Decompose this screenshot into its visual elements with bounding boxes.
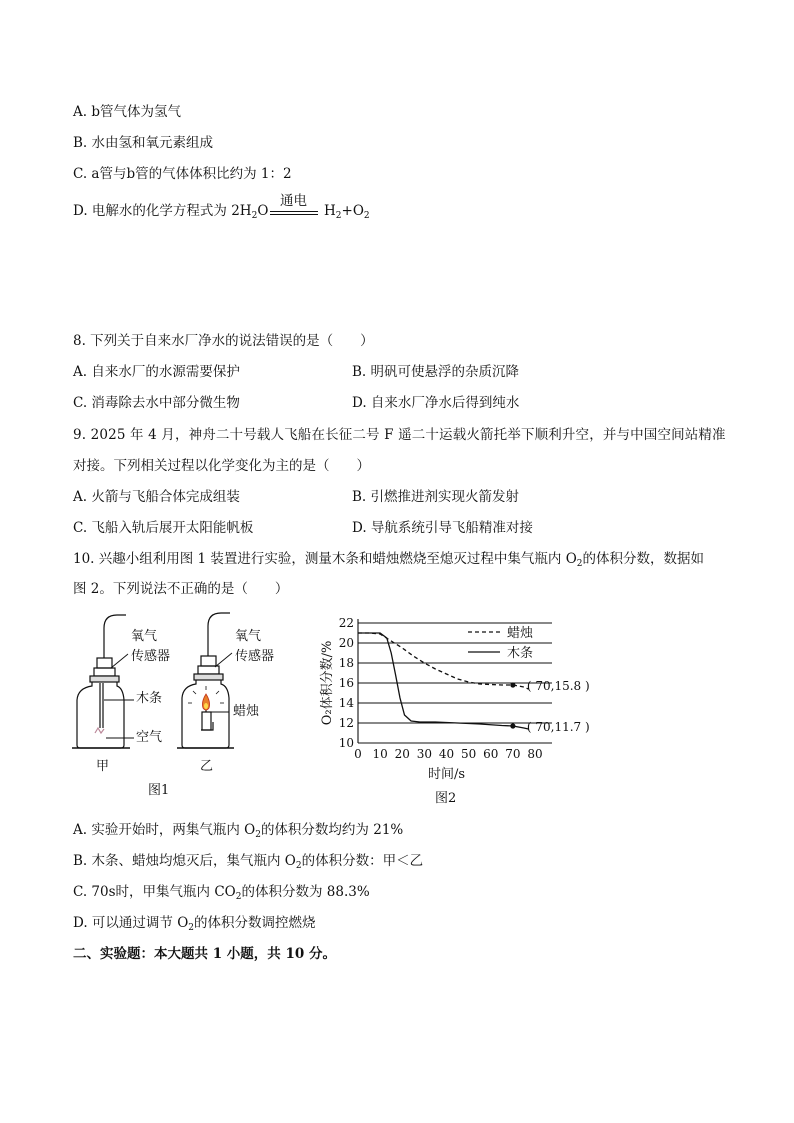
q7-d-mid: O [257, 203, 269, 219]
legend-label: 木条 [507, 646, 534, 661]
sensor-wire-jia [104, 615, 126, 658]
x-tick-label: 50 [460, 747, 477, 761]
q10-a-sub: 2 [255, 830, 261, 840]
x-tick-label: 10 [372, 747, 388, 761]
label-stick: 木条 [136, 691, 163, 706]
x-tick-label: 30 [416, 747, 433, 761]
q9-option-b: B. 引燃推进剂实现火箭发射 [352, 489, 520, 505]
q7-d-prefix: D. 电解水的化学方程式为 2H [73, 203, 252, 219]
q10-d-text1: D. 可以通过调节 O [73, 915, 189, 931]
stopper-jia [90, 676, 119, 682]
bottle-yi [177, 613, 234, 748]
x-tick-label: 70 [505, 747, 521, 761]
q10-a-text2: 的体积分数均约为 21% [260, 822, 404, 838]
q7-option-c: C. a管与b管的气体体积比约为 1：2 [73, 166, 292, 182]
q7-d-sub3: 2 [363, 211, 370, 221]
label-sensor-jia-b: 传感器 [131, 649, 171, 664]
q9-stem-line1: 9. 2025 年 4 月，神舟二十号载人飞船在长征二号 F 遥二十运载火箭托举下顺利升空，并与中国空间站精准 [73, 427, 726, 443]
q8-option-c: C. 消毒除去水中部分微生物 [73, 395, 240, 411]
x-tick-label: 20 [394, 747, 410, 761]
figure1-caption: 图1 [148, 783, 170, 798]
y-tick-label: 12 [338, 716, 354, 730]
label-jia: 甲 [96, 759, 110, 774]
q7-d-sub1: 2 [251, 211, 258, 221]
annotation-label: ( 70,11.7 ) [526, 720, 590, 734]
o2-chart [319, 616, 590, 782]
section-heading: 二、实验题：本大题共 1 小题，共 10 分。 [73, 946, 336, 962]
q10-d-sub: 2 [188, 923, 195, 933]
q10-stem-line2: 图 2。下列说法不正确的是（ ） [73, 581, 289, 597]
y-tick-label: 16 [338, 676, 354, 690]
q7-option-a: A. b管气体为氢气 [73, 104, 181, 120]
q10-stem-a: 10. 兴趣小组利用图 1 装置进行实验，测量木条和蜡烛燃烧至熄灭过程中集气瓶内 O [73, 551, 577, 567]
q7-option-b: B. 水由氢和氧元素组成 [73, 135, 214, 151]
x-tick-label: 80 [527, 747, 543, 761]
q10-c-text1: C. 70s时，甲集气瓶内 CO [73, 884, 236, 900]
y-tick-label: 18 [338, 656, 354, 670]
stopper-yi [194, 674, 223, 680]
q7-d-plus: +O [341, 203, 364, 219]
y-tick-label: 10 [338, 736, 354, 750]
q10-option-b [73, 852, 423, 875]
annotation-point [510, 723, 515, 728]
q10-option-a [73, 821, 403, 844]
sensor-head-jia [97, 658, 112, 668]
series-line-candle [358, 633, 528, 689]
annotation-label: ( 70,15.8 ) [526, 679, 590, 693]
annotation-point [510, 682, 515, 687]
y-tick-label: 14 [338, 696, 354, 710]
q7-d-sub2: 2 [335, 211, 342, 221]
x-axis-label: 时间/s [427, 767, 466, 782]
x-tick-label: 40 [438, 747, 455, 761]
q8-option-a: A. 自来水厂的水源需要保护 [73, 364, 240, 380]
label-sensor-yi-a: 氧气 [235, 629, 262, 644]
q10-stem-b: 的体积分数，数据如 [582, 551, 705, 567]
q8-option-d: D. 自来水厂净水后得到纯水 [352, 395, 520, 411]
q9-stem-line2: 对接。下列相关过程以化学变化为主的是（ ） [73, 458, 370, 474]
label-yi: 乙 [200, 759, 214, 774]
q8-option-b: B. 明矾可使悬浮的杂质沉降 [352, 364, 520, 380]
candle-yi [202, 712, 211, 730]
condition-text: 通电 [280, 193, 307, 209]
q8-stem: 8. 下列关于自来水厂净水的说法错误的是（ ） [73, 333, 374, 349]
q9-option-a: A. 火箭与飞船合体完成组装 [73, 489, 240, 505]
q10-option-c [73, 883, 370, 906]
bottle-jia [72, 615, 130, 748]
bottle-body-yi [182, 680, 229, 748]
label-sensor-jia-a: 氧气 [131, 629, 158, 644]
y-axis-label: O₂体积分数/% [320, 640, 335, 726]
sensor-head-yi [201, 656, 216, 666]
q9-option-c: C. 飞船入轨后展开太阳能帆板 [73, 520, 254, 536]
q10-stem-sub: 2 [576, 559, 583, 569]
sensor-body-jia [94, 668, 115, 676]
x-tick-label: 0 [354, 747, 362, 761]
q10-c-sub: 2 [235, 892, 242, 902]
label-air: 空气 [136, 730, 163, 745]
flame-core [204, 703, 208, 709]
q10-a-text1: A. 实验开始时，两集气瓶内 O [73, 822, 256, 838]
q9-option-d: D. 导航系统引导飞船精准对接 [352, 520, 533, 536]
figure2-caption: 图2 [435, 791, 457, 806]
q10-b-sub: 2 [295, 861, 302, 871]
q10-b-text2: 的体积分数：甲＜乙 [301, 853, 424, 869]
y-tick-label: 22 [338, 616, 354, 630]
q10-b-text1: B. 木条、蜡烛均熄灭后，集气瓶内 O [73, 853, 296, 869]
series-line-stick [358, 633, 528, 729]
q10-d-text2: 的体积分数调控燃烧 [194, 915, 316, 931]
sensor-body-yi [198, 666, 219, 674]
ash-jia [95, 728, 104, 733]
x-tick-label: 60 [483, 747, 499, 761]
y-tick-label: 20 [338, 636, 354, 650]
legend-label: 蜡烛 [507, 626, 534, 641]
q10-option-d [73, 914, 316, 937]
q7-d-h: H [324, 203, 336, 219]
q10-c-text2: 的体积分数为 88.3% [241, 884, 370, 900]
sensor-wire-yi [208, 613, 230, 656]
label-candle: 蜡烛 [233, 704, 260, 719]
label-sensor-yi-b: 传感器 [235, 649, 275, 664]
